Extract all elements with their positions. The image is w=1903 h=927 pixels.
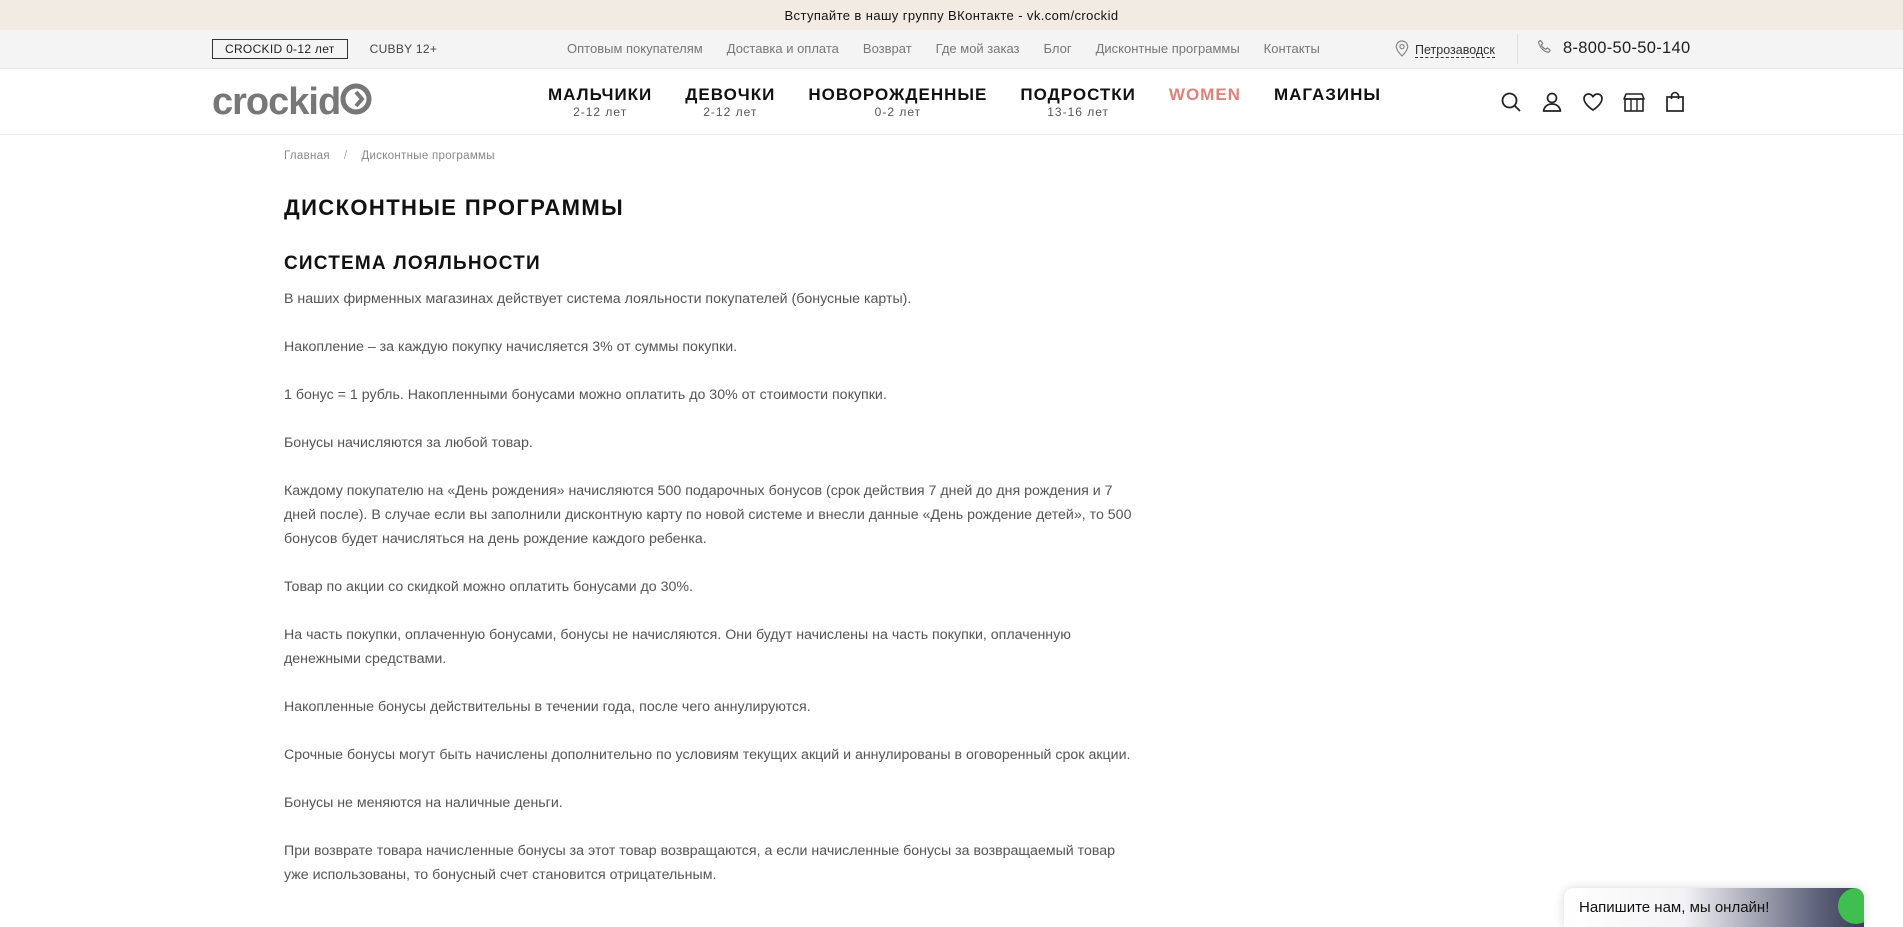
heart-icon[interactable] — [1581, 90, 1605, 114]
loyalty-text — [284, 287, 1134, 887]
nav-girls-age: 2-12 лет — [703, 105, 758, 119]
cart-icon[interactable] — [1663, 90, 1687, 114]
top-link-discounts[interactable]: Дисконтные программы — [1095, 41, 1240, 56]
promo-banner[interactable] — [0, 0, 1903, 30]
divider — [1517, 34, 1518, 64]
city-selector[interactable] — [1395, 40, 1495, 60]
brand-crockid-button[interactable]: CROCKID 0-12 лет — [212, 39, 348, 59]
page-title: ДИСКОНТНЫЕ ПРОГРАММЫ — [284, 195, 625, 220]
top-link-return[interactable]: Возврат — [862, 41, 912, 56]
breadcrumb-home[interactable]: Главная — [284, 150, 330, 162]
top-link-delivery[interactable]: Доставка и оплата — [726, 41, 839, 56]
top-link-wholesale[interactable]: Оптовым покупателям — [567, 41, 703, 56]
search-icon[interactable] — [1499, 90, 1523, 114]
top-bar — [0, 30, 1903, 69]
nav-stores-title: МАГАЗИНЫ — [1273, 85, 1382, 104]
chat-widget-label[interactable]: Напишите нам, мы онлайн! — [1579, 899, 1770, 916]
nav-newborns-age: 0-2 лет — [874, 105, 922, 119]
nav-teens[interactable] — [1020, 86, 1136, 119]
store-icon[interactable] — [1622, 90, 1646, 114]
top-link-blog[interactable]: Блог — [1043, 41, 1072, 56]
chat-status-indicator — [1838, 888, 1864, 924]
logo-text: crockid — [212, 80, 341, 123]
nav-teens-title: ПОДРОСТКИ — [1020, 85, 1136, 104]
user-icon[interactable] — [1540, 90, 1564, 114]
phone[interactable] — [1537, 39, 1690, 58]
nav-boys-title: МАЛЬЧИКИ — [548, 85, 653, 104]
phone-icon — [1537, 39, 1553, 58]
paragraph: Товар по акции со скидкой можно оплатить бонусами до 30%. — [284, 579, 693, 595]
nav-girls-title: ДЕВОЧКИ — [685, 85, 776, 104]
paragraph: На часть покупки, оплаченную бонусами, бонусы не начисляются. Они будут начислены на часть покупки, оплаченную денежными средствами. — [284, 627, 1071, 667]
brand-cubby-button[interactable]: CUBBY 12+ — [369, 42, 438, 56]
paragraph: Срочные бонусы могут быть начислены дополнительно по условиям текущих акций и аннулированы в оговоренный срок акции. — [284, 747, 1131, 763]
nav-girls[interactable] — [685, 86, 775, 119]
nav-boys[interactable] — [548, 86, 652, 119]
paragraph: Бонусы начисляются за любой товар. — [284, 435, 533, 451]
nav-boys-age: 2-12 лет — [573, 105, 628, 119]
nav-newborns-title: НОВОРОЖДЕННЫЕ — [808, 85, 988, 104]
location-pin-icon — [1395, 40, 1409, 60]
paragraph: При возврате товара начисленные бонусы за этот товар возвращаются, а если начисленные бонусы за возвращаемый товар уже использованы, то бонусный счет становится отрицательным. — [284, 843, 1116, 883]
nav-newborns[interactable] — [808, 86, 987, 119]
top-link-order-tracking[interactable]: Где мой заказ — [935, 41, 1020, 56]
paragraph: Накопление – за каждую покупку начисляется 3% от суммы покупки. — [284, 339, 738, 355]
breadcrumb-separator: / — [343, 150, 348, 162]
top-link-contacts[interactable]: Контакты — [1263, 41, 1320, 56]
section-title: СИСТЕМА ЛОЯЛЬНОСТИ — [284, 253, 541, 274]
promo-text[interactable]: Вступайте в нашу группу ВКонтакте - vk.com/crockid — [784, 7, 1119, 23]
phone-number[interactable]: 8-800-50-50-140 — [1563, 39, 1691, 57]
breadcrumb-current: Дисконтные программы — [361, 150, 495, 162]
main-header — [0, 69, 1903, 135]
nav-women-title: WOMEN — [1168, 85, 1241, 104]
chat-widget[interactable] — [1564, 888, 1864, 927]
paragraph: 1 бонус = 1 рубль. Накопленными бонусами можно оплатить до 30% от стоимости покупки. — [284, 387, 887, 403]
paragraph: Накопленные бонусы действительны в течении года, после чего аннулируются. — [284, 699, 811, 715]
city-label[interactable]: Петрозаводск — [1415, 42, 1495, 57]
breadcrumb — [284, 150, 1134, 162]
main-nav — [548, 86, 1381, 119]
nav-women[interactable] — [1169, 86, 1241, 119]
paragraph: Бонусы не меняются на наличные деньги. — [284, 795, 563, 811]
paragraph: В наших фирменных магазинах действует система лояльности покупателей (бонусные карты). — [284, 291, 912, 307]
top-links — [567, 41, 1320, 56]
logo[interactable] — [212, 80, 372, 123]
header-icons — [1499, 90, 1687, 114]
brand-switch — [212, 39, 437, 59]
nav-stores[interactable] — [1274, 86, 1381, 119]
main-content — [284, 150, 1134, 911]
paragraph: Каждому покупателю на «День рождения» начисляются 500 подарочных бонусов (срок действия 7 дней до дня рождения и 7 дней после). В случае если вы заполнили дисконтную карту по новой системе и внесли данные «День рождение детей», то 500 бонусов будет начисляться на день рождение каждого ребенка. — [284, 483, 1132, 547]
nav-teens-age: 13-16 лет — [1047, 105, 1110, 119]
logo-mark-icon — [340, 83, 372, 120]
